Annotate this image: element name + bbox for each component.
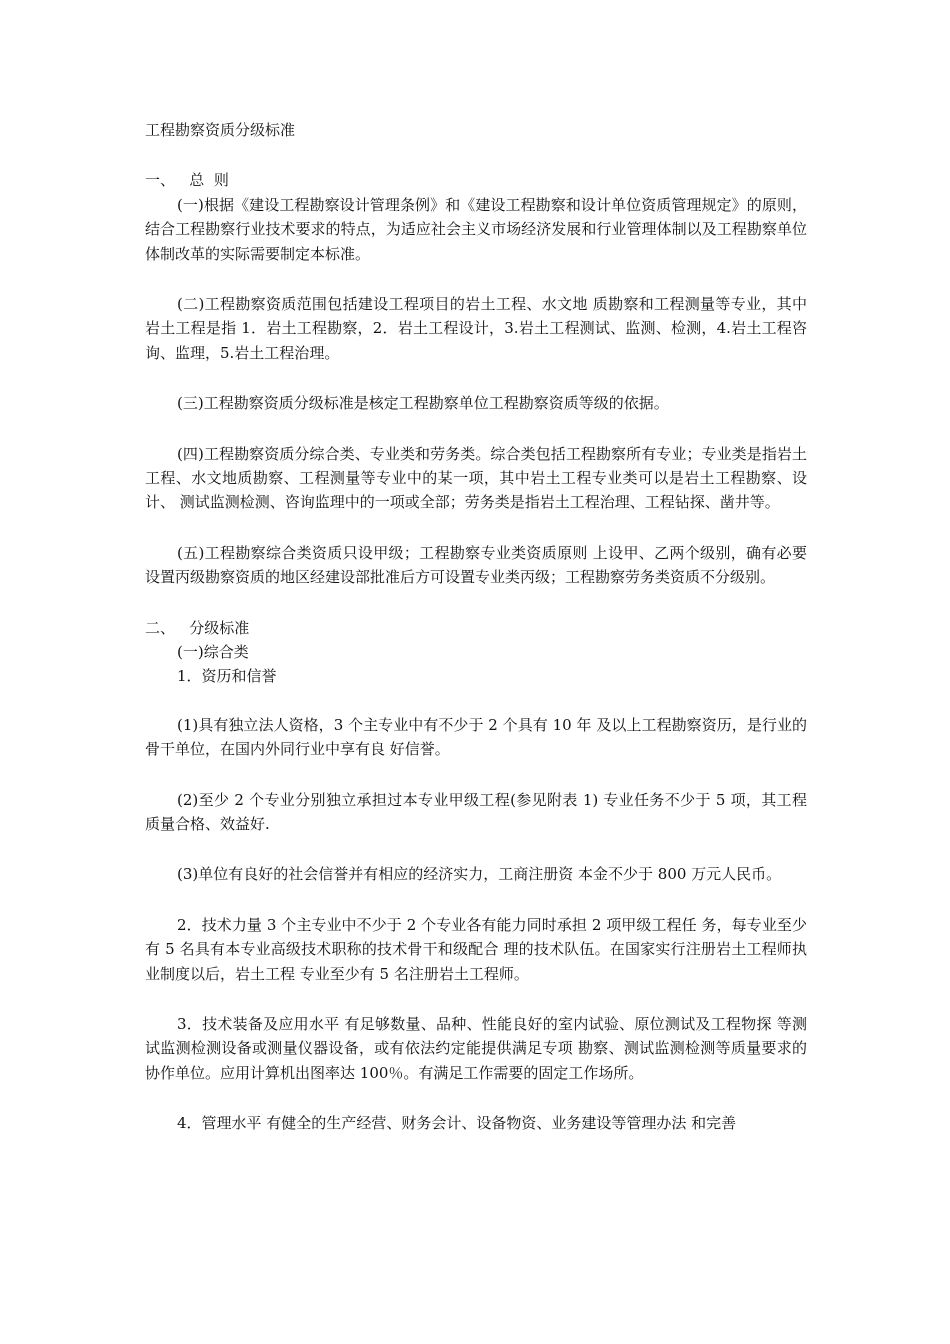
subsection-comprehensive: (一)综合类	[177, 643, 249, 662]
paragraph-technical-equipment: 3．技术装备及应用水平 有足够数量、品种、性能良好的室内试验、原位测试及工程物探 等测试监测检测设备或测量仪器设备，或有依法约定能提供满足专项 勘察、测试监测检测等质量要求的协作单位。应用计算机出图率达 100％。有满足工作需要的固定工作场所。	[145, 1015, 807, 1082]
paragraph-item-1: (1)具有独立法人资格，3 个主专业中有不少于 2 个具有 10 年 及以上工程勘察资历，是行业的骨干单位，在国内外同行业中享有良 好信誉。	[145, 715, 807, 759]
paragraph-4: (四)工程勘察资质分综合类、专业类和劳务类。综合类包括工程勘察所有专业；专业类是指岩土工程、水文地质勘察、工程测量等专业中的某一项，其中岩土工程专业类可以是岩土工程勘察、设计、 测试监测检测、咨询监理中的一项或全部；劳务类是指岩土工程治理、工程钻探、凿井等。	[145, 444, 807, 512]
document-body	[145, 118, 807, 1136]
section-heading-general: 一、 总 则	[145, 171, 229, 190]
paragraph-5: (五)工程勘察综合类资质只设甲级；工程勘察专业类资质原则 上设甲、乙两个级别，确有必要设置丙级勘察资质的地区经建设部批准后方可设置专业类丙级；工程勘察劳务类资质不分级别。	[145, 543, 807, 587]
item-qualification-reputation: 1．资历和信誉	[177, 667, 277, 686]
paragraph-3: (三)工程勘察资质分级标准是核定工程勘察单位工程勘察资质等级的依据。	[177, 394, 669, 413]
paragraph-item-3: (3)单位有良好的社会信誉并有相应的经济实力，工商注册资 本金不少于 800 万元人民币。	[177, 865, 782, 884]
paragraph-2: (二)工程勘察资质范围包括建设工程项目的岩土工程、水文地 质勘察和工程测量等专业，其中岩土工程是指 1．岩土工程勘察，2．岩土工程设计，3.岩土工程测试、监测、检测，4.岩土工程咨询、监理，5.岩土工程治理。	[145, 295, 807, 362]
paragraph-management-level: 4．管理水平 有健全的生产经营、财务会计、设备物资、业务建设等管理办法 和完善	[177, 1114, 737, 1133]
paragraph-item-2: (2)至少 2 个专业分别独立承担过本专业甲级工程(参见附表 1) 专业任务不少于 5 项，其工程质量合格、效益好.	[145, 790, 807, 834]
paragraph-1: (一)根据《建设工程勘察设计管理条例》和《建设工程勘察和设计单位资质管理规定》的原则，结合工程勘察行业技术要求的特点，为适应社会主义市场经济发展和行业管理体制以及工程勘察单位体制改革的实际需要制定本标准。	[145, 195, 807, 263]
paragraph-technical-strength: 2．技术力量 3 个主专业中不少于 2 个专业各有能力同时承担 2 项甲级工程任 务，每专业至少有 5 名具有本专业高级技术职称的技术骨干和级配合 理的技术队伍。在国家实行注册岩土工程师执业制度以后，岩土工程 专业至少有 5 名注册岩土工程师。	[145, 915, 807, 983]
section-heading-grading: 二、 分级标准	[145, 618, 250, 637]
document-title: 工程勘察资质分级标准	[145, 121, 296, 139]
